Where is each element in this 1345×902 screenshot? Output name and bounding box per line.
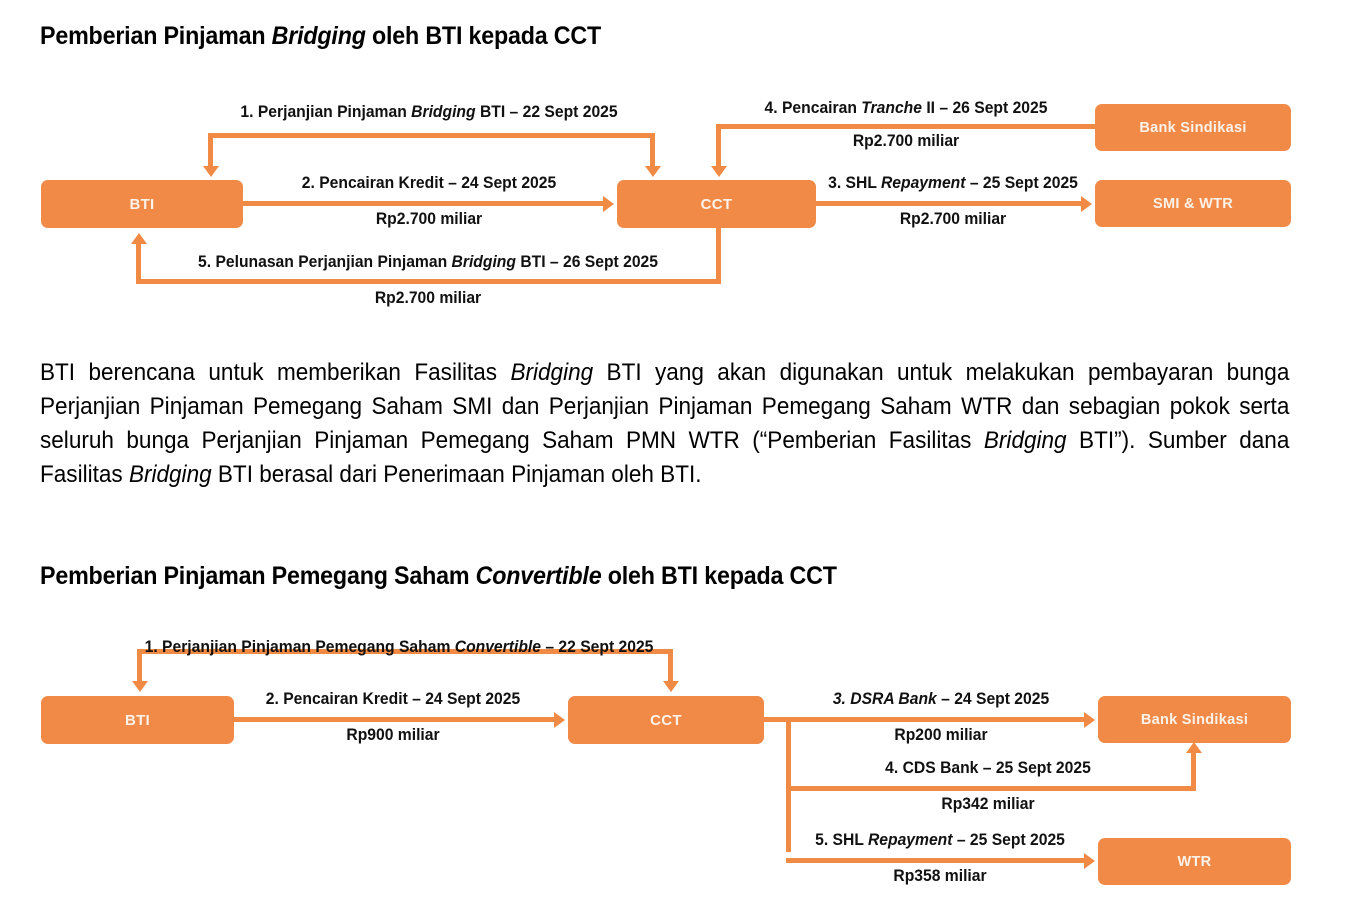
flow-3-amount <box>900 210 1006 229</box>
flow-label-post: – 25 Sept 2025 <box>952 831 1065 849</box>
paragraph-part-2: BTI yang akan digunakan untuk melakukan pembayaran bunga Perjanjian Pinjaman Pemegang Saham SMI dan Perjanjian Pinjaman Pemegang Saham WTR dan sebagian pokok serta seluruh bunga Perjanjian Pinjaman Pemegang Saham PMN WTR (“Pemberian Fasilitas <box>40 359 1290 454</box>
flow-3-line <box>816 201 1084 206</box>
flow-3-amount <box>894 726 987 745</box>
flow-4-label <box>765 99 1048 118</box>
flow-label-pre: 5. SHL <box>815 831 868 849</box>
paragraph-emphasis-3: Bridging <box>128 461 212 488</box>
flow-label-emphasis: Repayment <box>880 174 966 192</box>
flow-label-pre: 2. Pencairan Kredit – 24 Sept 2025 <box>265 690 521 708</box>
flow-label-emphasis: Bridging <box>451 253 516 271</box>
flow-amount-text: Rp900 miliar <box>346 726 440 744</box>
flow-1-horizontal <box>208 133 655 138</box>
flow-3-line <box>764 717 1086 722</box>
flow-4-label <box>885 759 1091 778</box>
flow-1-arrowhead-bti <box>203 166 219 177</box>
flow-1-arrowhead-cct <box>645 166 661 177</box>
node-label: CCT <box>700 195 733 213</box>
flow-3-arrowhead <box>1081 196 1092 212</box>
node-label: Bank Sindikasi <box>1139 119 1247 136</box>
heading-text-post: oleh BTI kepada CCT <box>601 562 837 590</box>
flow-2-amount <box>376 210 482 229</box>
node-label: BTI <box>129 195 155 213</box>
flow-label-emphasis: 3. DSRA Bank <box>832 690 937 708</box>
diagram-convertible-shareholder-loan <box>0 600 1345 902</box>
flow-1-label <box>145 638 654 657</box>
node-bti-1 <box>41 180 243 228</box>
flow-1-label <box>240 103 617 122</box>
flow-3-label <box>833 690 1049 709</box>
flow-label-pre: 2. Pencairan Kredit – 24 Sept 2025 <box>301 174 557 192</box>
node-label: Bank Sindikasi <box>1140 711 1249 728</box>
flow-label-pre: 5. Pelunasan Perjanjian Pinjaman <box>198 253 452 271</box>
flow-1-right-vertical <box>650 133 655 169</box>
flow-label-post: – 22 Sept 2025 <box>540 638 654 656</box>
body-paragraph <box>40 356 1289 492</box>
flow-label-post: II – 26 Sept 2025 <box>921 99 1048 117</box>
node-cct-2 <box>568 696 764 744</box>
flow-label-emphasis: Convertible <box>454 638 541 656</box>
flow-label-pre: 4. CDS Bank – 25 Sept 2025 <box>885 759 1091 777</box>
diagram-bridging-loan <box>0 0 1345 330</box>
flow-amount-text: Rp358 miliar <box>893 867 987 885</box>
node-label: WTR <box>1177 853 1212 870</box>
flow-label-post: BTI – 22 Sept 2025 <box>475 103 618 121</box>
flow-3-label <box>828 174 1078 193</box>
paragraph-emphasis-1: Bridging <box>510 359 594 386</box>
section-2-heading <box>40 562 837 591</box>
flow-trunk-vertical <box>786 717 791 852</box>
node-cct-1 <box>617 180 816 228</box>
flow-5-label <box>198 253 658 272</box>
flow-4-arrowhead <box>711 166 727 177</box>
paragraph-part-3: BTI”). Sumber dana Fasilitas <box>40 427 1290 488</box>
flow-5-arrowhead <box>1084 853 1095 869</box>
flow-2-arrowhead <box>603 196 614 212</box>
heading-text-emphasis: Bridging <box>271 22 366 50</box>
node-bank-sindikasi-1 <box>1095 104 1291 151</box>
node-bank-sindikasi-2 <box>1098 696 1291 743</box>
flow-amount-text: Rp2.700 miliar <box>852 132 960 150</box>
flow-amount-text: Rp200 miliar <box>894 726 988 744</box>
heading-text-post: oleh BTI kepada CCT <box>365 22 602 50</box>
node-bti-2 <box>41 696 234 744</box>
flow-4-amount <box>853 132 959 151</box>
flow-5-label <box>815 831 1065 850</box>
flow-5-horizontal <box>136 279 721 284</box>
flow-label-pre: 1. Perjanjian Pinjaman <box>240 103 412 121</box>
flow-4-horizontal <box>716 124 1095 129</box>
flow-label-post: – 25 Sept 2025 <box>965 174 1078 192</box>
flow-4-amount <box>941 795 1034 814</box>
flow-5-right-vertical <box>716 228 721 284</box>
flow-label-pre: 4. Pencairan <box>764 99 862 117</box>
flow-1-left-vertical <box>137 649 142 683</box>
flow-2-line <box>243 201 605 206</box>
heading-text-pre: Pemberian Pinjaman Pemegang Saham <box>40 562 476 590</box>
flow-2-label <box>302 174 556 193</box>
flow-label-emphasis: Bridging <box>411 103 476 121</box>
flow-label-pre: 3. SHL <box>828 174 881 192</box>
paragraph-part-1: BTI berencana untuk memberikan Fasilitas <box>40 359 511 386</box>
flow-1-left-vertical <box>208 133 213 169</box>
flow-2-line <box>234 717 556 722</box>
node-label: BTI <box>124 711 151 729</box>
flow-5-line <box>786 858 1086 863</box>
flow-4-horizontal <box>786 786 1196 791</box>
flow-amount-text: Rp342 miliar <box>941 795 1035 813</box>
flow-3-arrowhead <box>1084 712 1095 728</box>
flow-1-arrowhead-cct <box>663 681 679 692</box>
flow-4-vertical <box>1191 752 1196 790</box>
heading-text-pre: Pemberian Pinjaman <box>40 22 272 50</box>
flow-label-post: BTI – 26 Sept 2025 <box>515 253 658 271</box>
flow-label-emphasis: Tranche <box>861 99 922 117</box>
flow-amount-text: Rp2.700 miliar <box>375 210 483 228</box>
flow-5-left-vertical <box>136 244 141 282</box>
flow-5-arrowhead <box>131 233 147 244</box>
node-label: CCT <box>650 711 682 729</box>
node-smi-wtr-1 <box>1095 180 1291 227</box>
flow-label-emphasis: Repayment <box>867 831 953 849</box>
flow-2-label <box>266 690 520 709</box>
flow-4-vertical <box>716 124 721 169</box>
flow-label-post: – 24 Sept 2025 <box>936 690 1050 708</box>
flow-1-right-vertical <box>668 649 673 683</box>
flow-5-amount <box>893 867 986 886</box>
flow-1-arrowhead-bti <box>132 681 148 692</box>
flow-4-arrowhead <box>1186 742 1202 753</box>
flow-amount-text: Rp2.700 miliar <box>899 210 1007 228</box>
node-label: SMI & WTR <box>1152 195 1234 212</box>
flow-2-amount <box>346 726 439 745</box>
paragraph-emphasis-2: Bridging <box>983 427 1067 454</box>
paragraph-part-4: BTI berasal dari Penerimaan Pinjaman oleh BTI. <box>211 461 702 488</box>
flow-amount-text: Rp2.700 miliar <box>374 289 482 307</box>
heading-text-emphasis: Convertible <box>475 562 602 590</box>
flow-2-arrowhead <box>554 712 565 728</box>
node-wtr-2 <box>1098 838 1291 885</box>
flow-label-pre: 1. Perjanjian Pinjaman Pemegang Saham <box>144 638 455 656</box>
flow-5-amount <box>375 289 481 308</box>
